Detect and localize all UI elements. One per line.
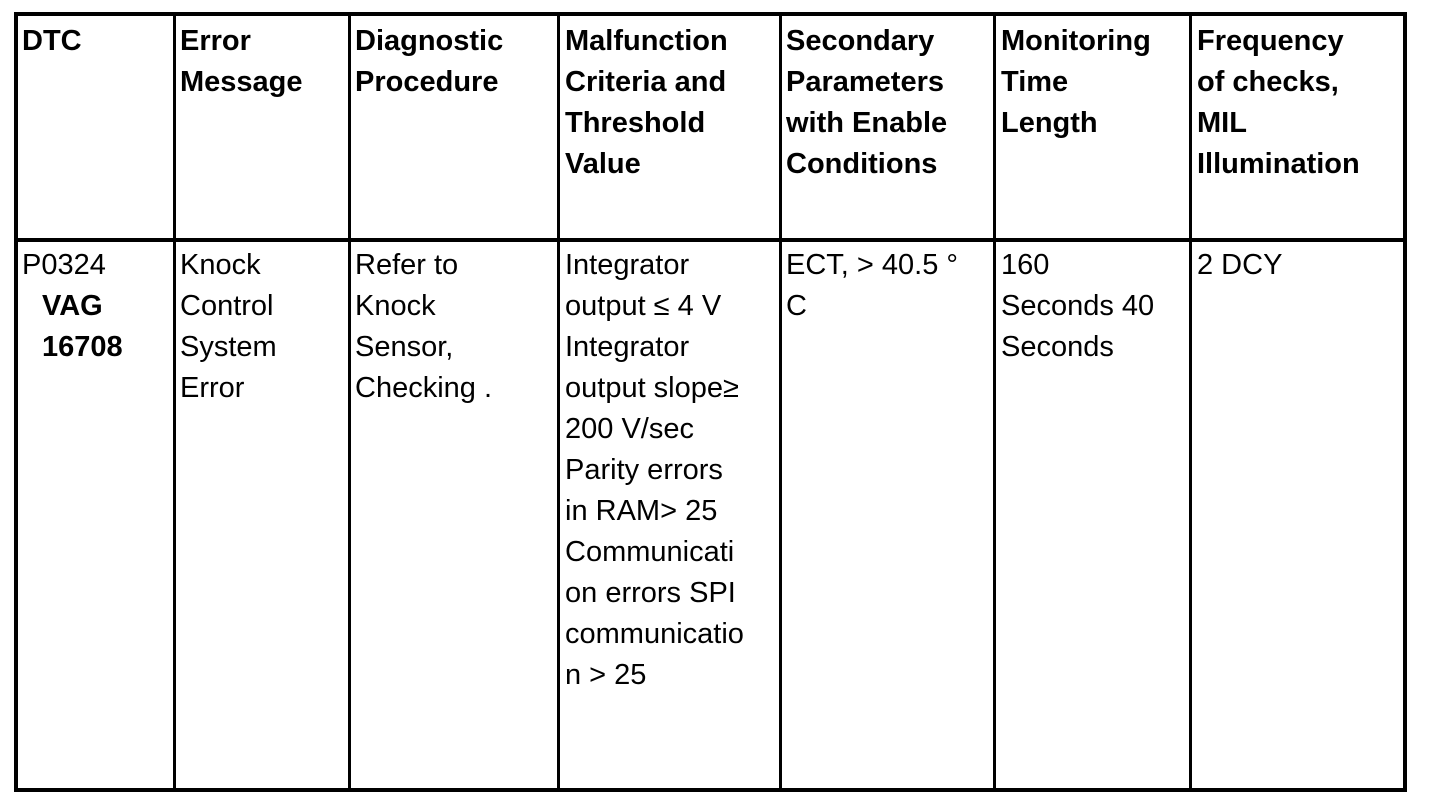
vag-code: 16708: [42, 331, 123, 363]
vag-label: VAG: [42, 290, 103, 322]
cell-error-message: [180, 245, 277, 409]
cell-line: Checking .: [355, 372, 493, 404]
cell-line: output slope≥: [565, 372, 739, 404]
header-dtc: [22, 21, 82, 62]
header-line: Diagnostic: [355, 25, 504, 57]
header-line: of checks,: [1197, 66, 1339, 98]
header-line: Frequency: [1197, 25, 1344, 57]
header-line: Message: [180, 66, 303, 98]
header-line: Error: [180, 25, 251, 57]
header-line: Value: [565, 148, 641, 180]
header-secondary-parameters: [786, 21, 947, 185]
cell-dtc: [22, 245, 123, 368]
header-error-message: [180, 21, 303, 103]
column-divider: [173, 16, 176, 788]
cell-line: communicatio: [565, 618, 744, 650]
cell-frequency: [1197, 245, 1282, 286]
header-line: Conditions: [786, 148, 938, 180]
header-line: Length: [1001, 107, 1098, 139]
cell-line: output ≤ 4 V: [565, 290, 722, 322]
cell-line: Seconds: [1001, 331, 1114, 363]
header-frequency: [1197, 21, 1360, 185]
cell-line: Integrator: [565, 331, 690, 363]
header-line: Illumination: [1197, 148, 1360, 180]
cell-line: 2 DCY: [1197, 249, 1283, 281]
header-line: Criteria and: [565, 66, 727, 98]
cell-line: C: [786, 290, 807, 322]
column-divider: [779, 16, 782, 788]
cell-line: in RAM> 25: [565, 495, 718, 527]
cell-line: System: [180, 331, 277, 363]
column-divider: [348, 16, 351, 788]
dtc-code: P0324: [22, 249, 106, 281]
cell-line: Sensor,: [355, 331, 454, 363]
header-line: Malfunction: [565, 25, 728, 57]
header-line: MIL: [1197, 107, 1247, 139]
column-divider: [1189, 16, 1192, 788]
cell-line: Communicati: [565, 536, 735, 568]
header-diagnostic-procedure: [355, 21, 503, 103]
cell-diagnostic-procedure: [355, 245, 492, 409]
header-row-divider: [18, 238, 1403, 242]
header-line: Time: [1001, 66, 1069, 98]
header-malfunction-criteria: [565, 21, 728, 185]
cell-monitoring-time: [1001, 245, 1154, 368]
cell-line: Parity errors: [565, 454, 723, 486]
cell-line: Integrator: [565, 249, 690, 281]
cell-line: Refer to: [355, 249, 459, 281]
column-divider: [557, 16, 560, 788]
cell-line: Knock: [355, 290, 436, 322]
cell-line: Knock: [180, 249, 261, 281]
header-line: Threshold: [565, 107, 706, 139]
cell-line: Error: [180, 372, 245, 404]
cell-line: Control: [180, 290, 274, 322]
cell-line: ECT, > 40.5 °: [786, 249, 958, 281]
cell-line: on errors SPI: [565, 577, 736, 609]
header-monitoring-time: [1001, 21, 1151, 144]
cell-secondary-parameters: [786, 245, 958, 327]
header-line: Procedure: [355, 66, 499, 98]
header-line: DTC: [22, 25, 82, 57]
header-line: Monitoring: [1001, 25, 1151, 57]
cell-line: n > 25: [565, 659, 647, 691]
header-line: with Enable: [786, 107, 948, 139]
cell-line: 160: [1001, 249, 1050, 281]
dtc-table: [14, 12, 1407, 792]
header-line: Secondary: [786, 25, 935, 57]
cell-malfunction-criteria: [565, 245, 744, 696]
header-line: Parameters: [786, 66, 944, 98]
column-divider: [993, 16, 996, 788]
cell-line: Seconds 40: [1001, 290, 1155, 322]
cell-line: 200 V/sec: [565, 413, 694, 445]
